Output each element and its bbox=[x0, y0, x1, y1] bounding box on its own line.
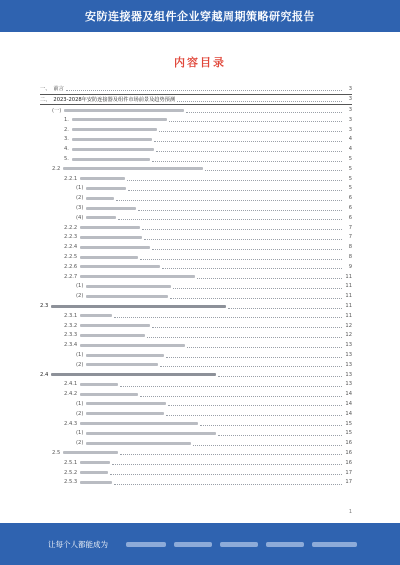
toc-entry-number: 2.2.4 bbox=[64, 244, 78, 251]
toc-entry-number: 2.4.3 bbox=[64, 420, 78, 427]
toc-entry-number: (2) bbox=[76, 361, 84, 368]
document-page bbox=[40, 32, 360, 522]
toc-entry-number: (2) bbox=[76, 440, 84, 447]
toc-entry[interactable] bbox=[40, 340, 352, 350]
page-number: 1 bbox=[348, 509, 352, 515]
toc-entry-number: 2.5.2 bbox=[64, 469, 78, 476]
toc-leader-dots bbox=[147, 337, 342, 338]
toc-leader-dots bbox=[193, 445, 342, 446]
toc-entry-page: 11 bbox=[345, 293, 352, 300]
toc-entry-page: 12 bbox=[345, 322, 352, 329]
toc-entry-number: 2.3.1 bbox=[64, 312, 78, 319]
toc-entry[interactable] bbox=[40, 125, 352, 135]
toc-leader-dots bbox=[114, 484, 342, 485]
toc-entry-number: 2.5.1 bbox=[64, 459, 78, 466]
toc-leader-dots bbox=[152, 249, 342, 250]
toc-leader-dots bbox=[156, 151, 342, 152]
toc-entry[interactable] bbox=[40, 419, 352, 429]
toc-leader-dots bbox=[142, 229, 342, 230]
toc-leader-dots bbox=[218, 435, 342, 436]
toc-entry-page: 4 bbox=[348, 146, 352, 153]
footer-tags bbox=[126, 542, 357, 547]
toc-leader-dots bbox=[187, 347, 342, 348]
toc-leader-dots bbox=[152, 327, 342, 328]
toc-entry[interactable] bbox=[40, 223, 352, 233]
toc-entry-number: 2.5 bbox=[52, 449, 61, 456]
toc-entry-page: 3 bbox=[348, 85, 352, 92]
toc-leader-dots bbox=[162, 268, 342, 269]
toc-entry-title-placeholder bbox=[80, 471, 108, 474]
toc-entry-page: 13 bbox=[345, 342, 352, 349]
toc-entry-page: 13 bbox=[345, 371, 352, 378]
toc-entry-number: (1) bbox=[76, 430, 84, 437]
toc-leader-dots bbox=[166, 357, 342, 358]
toc-entry-page: 15 bbox=[345, 430, 352, 437]
toc-entry-title-placeholder bbox=[86, 402, 166, 405]
toc-leader-dots bbox=[197, 278, 342, 279]
toc-entry-number: (一) bbox=[52, 107, 62, 114]
toc-entry[interactable] bbox=[40, 321, 352, 331]
toc-entry-number: (2) bbox=[76, 293, 84, 300]
toc-entry-title-placeholder bbox=[80, 344, 185, 347]
toc-leader-dots bbox=[118, 219, 342, 220]
toc-entry-title-placeholder bbox=[80, 314, 112, 317]
toc-leader-dots bbox=[177, 101, 342, 102]
toc-entry-page: 5 bbox=[348, 156, 352, 163]
toc-entry-title: 前言 bbox=[53, 86, 64, 93]
toc-entry-number: 2.5.3 bbox=[64, 479, 78, 486]
toc-entry-title-placeholder bbox=[86, 285, 171, 288]
toc-entry-page: 3 bbox=[348, 126, 352, 133]
toc-entry[interactable] bbox=[40, 448, 352, 458]
toc-entry-title-placeholder bbox=[80, 246, 150, 249]
toc-entry-title-placeholder bbox=[86, 216, 116, 219]
toc-entry[interactable] bbox=[40, 184, 352, 194]
toc-entry-title-placeholder bbox=[86, 412, 164, 415]
toc-entry-title-placeholder bbox=[80, 236, 142, 239]
toc-entry-number: (1) bbox=[76, 400, 84, 407]
toc-leader-dots bbox=[205, 170, 342, 171]
toc-entry-number: 2.3 bbox=[40, 303, 49, 310]
toc-entry-number: 2.2.5 bbox=[64, 254, 78, 261]
toc-entry-title-placeholder bbox=[86, 354, 164, 357]
toc-entry-page: 6 bbox=[348, 205, 352, 212]
toc-entry-page: 14 bbox=[345, 400, 352, 407]
toc-leader-dots bbox=[140, 259, 342, 260]
toc-entry[interactable] bbox=[40, 164, 352, 174]
toc-entry[interactable] bbox=[40, 154, 352, 164]
toc-entry[interactable] bbox=[40, 360, 352, 370]
toc-entry-page: 3 bbox=[348, 96, 352, 103]
toc-entry-title-placeholder bbox=[80, 461, 110, 464]
toc-entry-title-placeholder bbox=[80, 422, 198, 425]
toc-entry-page: 14 bbox=[345, 391, 352, 398]
toc-entry-number: (2) bbox=[76, 410, 84, 417]
toc-entry-title-placeholder bbox=[80, 481, 112, 484]
toc-leader-dots bbox=[160, 366, 342, 367]
toc-entry[interactable] bbox=[40, 272, 352, 282]
toc-leader-dots bbox=[66, 90, 342, 91]
toc-entry-number: 1. bbox=[64, 116, 69, 123]
toc-entry-page: 4 bbox=[348, 136, 352, 143]
toc-entry-title-placeholder bbox=[86, 432, 216, 435]
toc-entry[interactable] bbox=[40, 350, 352, 360]
toc-entry-page: 11 bbox=[345, 303, 352, 310]
toc-leader-dots bbox=[114, 317, 342, 318]
toc-entry-page: 12 bbox=[345, 332, 352, 339]
toc-entry-title-placeholder bbox=[86, 442, 191, 445]
toc-entry-number: 2. bbox=[64, 126, 69, 133]
toc-entry-title-placeholder bbox=[80, 226, 140, 229]
toc-entry-title-placeholder bbox=[80, 334, 145, 337]
toc-leader-dots bbox=[120, 454, 342, 455]
footer-slogan: 让每个人都能成为 bbox=[48, 539, 108, 549]
toc-leader-dots bbox=[127, 180, 342, 181]
toc-entry-page: 5 bbox=[348, 175, 352, 182]
toc-entry-page: 11 bbox=[345, 283, 352, 290]
toc-entry-page: 9 bbox=[348, 263, 352, 270]
toc-entry[interactable] bbox=[40, 399, 352, 409]
toc-entry-number: 2.2.6 bbox=[64, 263, 78, 270]
toc-entry-page: 7 bbox=[348, 224, 352, 231]
toc-entry-page: 11 bbox=[345, 273, 352, 280]
toc-entry-number: 2.3.2 bbox=[64, 322, 78, 329]
toc-leader-dots bbox=[128, 190, 342, 191]
toc-entry-page: 5 bbox=[348, 185, 352, 192]
toc-leader-dots bbox=[110, 474, 342, 475]
toc-entry-title-placeholder bbox=[72, 118, 167, 121]
toc-entry[interactable] bbox=[40, 193, 352, 203]
toc-entry-page: 5 bbox=[348, 165, 352, 172]
toc-leader-dots bbox=[154, 141, 342, 142]
toc-entry-number: (1) bbox=[76, 185, 84, 192]
toc-entry-title-placeholder bbox=[80, 383, 118, 386]
toc-entry-number: 2.2 bbox=[52, 165, 61, 172]
toc-entry[interactable] bbox=[40, 389, 352, 399]
report-title: 安防连接器及组件企业穿越周期策略研究报告 bbox=[85, 10, 315, 23]
toc-entry-title-placeholder bbox=[72, 148, 154, 151]
toc-entry-title-placeholder bbox=[51, 373, 216, 376]
toc-entry[interactable] bbox=[40, 203, 352, 213]
toc-entry[interactable] bbox=[40, 84, 352, 94]
toc-entry-page: 3 bbox=[348, 107, 352, 114]
toc-entry-number: 一、 bbox=[40, 86, 51, 93]
toc-entry[interactable] bbox=[40, 233, 352, 243]
toc-entry[interactable] bbox=[40, 115, 352, 125]
toc-entry-page: 13 bbox=[345, 381, 352, 388]
table-of-contents bbox=[40, 84, 352, 487]
toc-entry-page: 16 bbox=[345, 459, 352, 466]
toc-entry-title-placeholder bbox=[80, 275, 195, 278]
toc-entry[interactable] bbox=[40, 282, 352, 292]
toc-entry[interactable] bbox=[40, 370, 352, 380]
toc-leader-dots bbox=[120, 386, 342, 387]
toc-entry-title-placeholder bbox=[51, 305, 226, 308]
toc-entry[interactable] bbox=[40, 311, 352, 321]
toc-entry-page: 16 bbox=[345, 449, 352, 456]
toc-leader-dots bbox=[144, 239, 342, 240]
toc-entry-page: 6 bbox=[348, 195, 352, 202]
toc-entry-page: 3 bbox=[348, 116, 352, 123]
toc-entry[interactable] bbox=[40, 477, 352, 487]
toc-entry-title-placeholder bbox=[80, 256, 138, 259]
toc-entry[interactable] bbox=[40, 428, 352, 438]
toc-entry-title-placeholder bbox=[72, 128, 157, 131]
report-header-bar bbox=[0, 0, 400, 32]
toc-entry-number: 二、 bbox=[40, 96, 51, 103]
toc-entry-page: 17 bbox=[345, 469, 352, 476]
toc-entry-number: 2.4.1 bbox=[64, 381, 78, 388]
toc-leader-dots bbox=[200, 425, 342, 426]
toc-entry-title-placeholder bbox=[63, 451, 118, 454]
footer-tag bbox=[174, 542, 212, 547]
toc-entry-page: 17 bbox=[345, 479, 352, 486]
toc-entry-title-placeholder bbox=[80, 265, 160, 268]
footer-bar bbox=[0, 523, 400, 565]
toc-entry-number: 3. bbox=[64, 136, 69, 143]
toc-leader-dots bbox=[170, 298, 342, 299]
toc-entry[interactable] bbox=[40, 95, 352, 105]
toc-entry-title-placeholder bbox=[72, 158, 150, 161]
toc-leader-dots bbox=[228, 308, 342, 309]
toc-entry-number: (1) bbox=[76, 283, 84, 290]
toc-entry-page: 14 bbox=[345, 410, 352, 417]
toc-entry-number: 2.2.3 bbox=[64, 234, 78, 241]
toc-entry[interactable] bbox=[40, 135, 352, 145]
toc-entry-number: 2.3.4 bbox=[64, 342, 78, 349]
toc-leader-dots bbox=[218, 376, 342, 377]
toc-entry[interactable] bbox=[40, 468, 352, 478]
toc-entry-title-placeholder bbox=[63, 167, 203, 170]
footer-tag bbox=[266, 542, 304, 547]
toc-entry-title-placeholder bbox=[86, 207, 136, 210]
toc-entry[interactable] bbox=[40, 174, 352, 184]
toc-entry[interactable] bbox=[40, 291, 352, 301]
toc-entry-title-placeholder bbox=[80, 393, 138, 396]
toc-leader-dots bbox=[169, 121, 342, 122]
toc-entry-number: (1) bbox=[76, 352, 84, 358]
toc-leader-dots bbox=[138, 210, 342, 211]
toc-heading: 内容目录 bbox=[174, 56, 226, 69]
toc-entry-title-placeholder bbox=[80, 177, 125, 180]
toc-entry[interactable] bbox=[40, 262, 352, 272]
toc-entry[interactable] bbox=[40, 458, 352, 468]
toc-leader-dots bbox=[186, 112, 342, 113]
toc-leader-dots bbox=[173, 288, 342, 289]
toc-leader-dots bbox=[159, 131, 342, 132]
toc-entry[interactable] bbox=[40, 438, 352, 448]
toc-leader-dots bbox=[166, 415, 342, 416]
toc-entry-page: 8 bbox=[348, 254, 352, 261]
toc-entry-number: 2.2.7 bbox=[64, 273, 78, 280]
toc-entry-number: 4. bbox=[64, 146, 69, 153]
toc-entry-title-placeholder bbox=[80, 324, 150, 327]
toc-leader-dots bbox=[168, 405, 342, 406]
toc-entry-page: 7 bbox=[348, 234, 352, 241]
toc-entry[interactable] bbox=[40, 380, 352, 390]
toc-entry-page: 13 bbox=[345, 361, 352, 368]
footer-tag bbox=[220, 542, 258, 547]
toc-entry-title-placeholder bbox=[64, 109, 184, 112]
toc-leader-dots bbox=[140, 396, 342, 397]
toc-entry-title-placeholder bbox=[86, 363, 158, 366]
footer-tag bbox=[126, 542, 166, 547]
toc-entry-page: 6 bbox=[348, 214, 352, 221]
toc-entry-number: 2.3.3 bbox=[64, 332, 78, 339]
toc-entry[interactable] bbox=[40, 213, 352, 223]
toc-entry[interactable] bbox=[40, 144, 352, 154]
toc-entry-number: 2.4 bbox=[40, 371, 49, 378]
toc-entry-page: 16 bbox=[345, 440, 352, 447]
toc-entry-title: 2023-2028年安防连接器及组件市场前景及趋势预测 bbox=[53, 96, 176, 103]
toc-entry-number: 2.2.1 bbox=[64, 175, 78, 182]
toc-entry[interactable] bbox=[40, 105, 352, 115]
toc-entry-page: 15 bbox=[345, 420, 352, 427]
toc-entry-number: 5. bbox=[64, 156, 69, 163]
toc-entry-number: (4) bbox=[76, 214, 84, 221]
toc-entry[interactable] bbox=[40, 242, 352, 252]
toc-entry-number: (2) bbox=[76, 195, 84, 202]
toc-entry-number: (3) bbox=[76, 205, 84, 212]
toc-entry-page: 13 bbox=[345, 352, 352, 358]
toc-entry-title-placeholder bbox=[86, 197, 114, 200]
toc-entry[interactable] bbox=[40, 331, 352, 341]
toc-entry-title-placeholder bbox=[72, 138, 152, 141]
toc-entry[interactable] bbox=[40, 301, 352, 311]
toc-entry-page: 11 bbox=[345, 312, 352, 319]
toc-entry-number: 2.4.2 bbox=[64, 391, 78, 398]
toc-leader-dots bbox=[112, 464, 342, 465]
toc-entry-title-placeholder bbox=[86, 295, 168, 298]
footer-tag bbox=[312, 542, 357, 547]
toc-entry[interactable] bbox=[40, 409, 352, 419]
toc-entry-title-placeholder bbox=[86, 187, 126, 190]
toc-entry[interactable] bbox=[40, 252, 352, 262]
toc-leader-dots bbox=[152, 161, 342, 162]
toc-entry-number: 2.2.2 bbox=[64, 224, 78, 231]
toc-leader-dots bbox=[116, 200, 342, 201]
toc-entry-page: 8 bbox=[348, 244, 352, 251]
